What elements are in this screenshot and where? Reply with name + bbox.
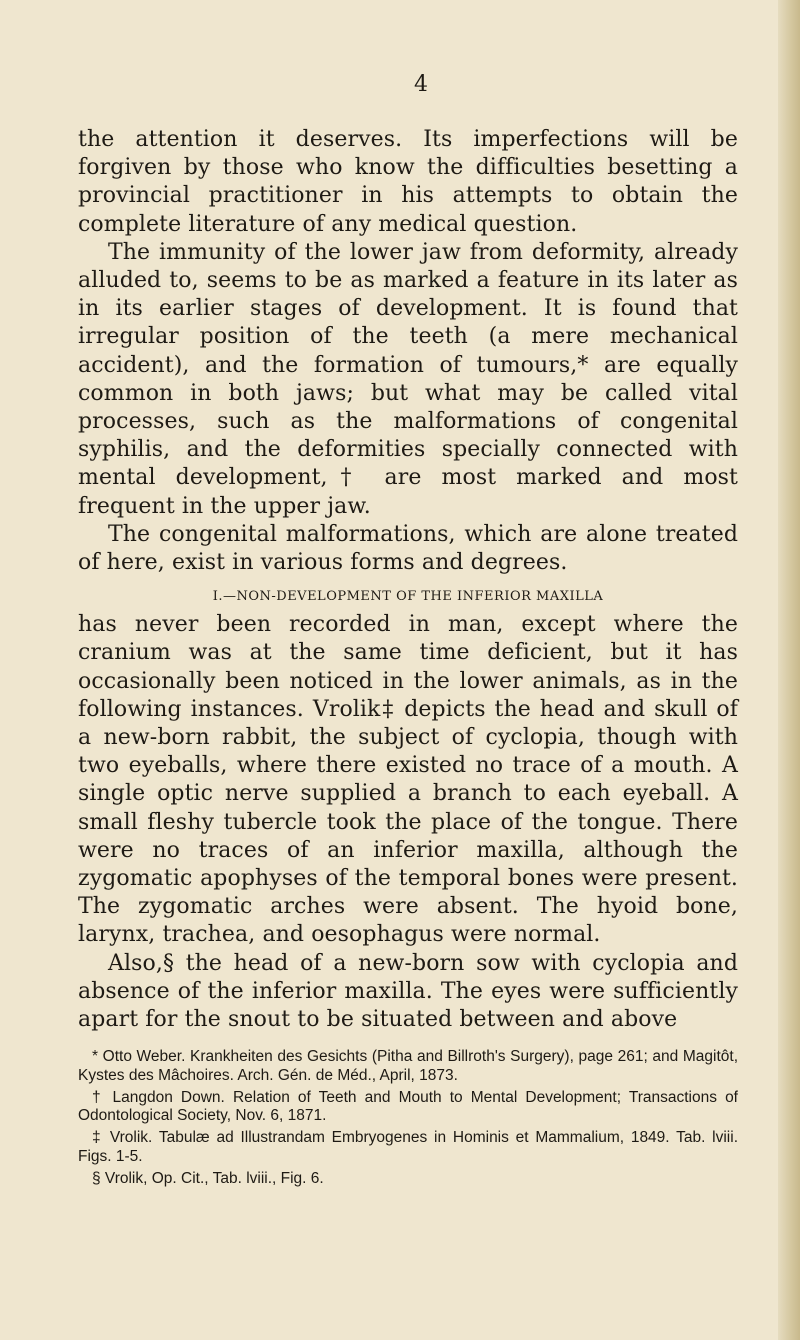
paragraph: the attention it deserves. Its imperfections will be forgiven by those who know the difficulties besetting a provincial practitioner in his attempts to obtain the complete literature of any medical question.: [78, 127, 738, 237]
paragraph: Also,§ the head of a new-born sow with cyclopia and absence of the inferior maxilla. The eyes were sufficiently apart for the snout to be situated between and above: [78, 950, 738, 1033]
paragraph: The congenital malformations, which are alone treated of here, exist in various forms and degrees.: [78, 521, 738, 576]
footnote: * Otto Weber. Krankheiten des Gesichts (Pitha and Billroth's Surgery), page 261; and Magitôt, Kystes des Mâchoires. Arch. Gén. de Méd., April, 1873.: [78, 1048, 738, 1084]
section-heading: I.—NON-DEVELOPMENT OF THE INFERIOR MAXILLA: [212, 589, 604, 605]
page-number: 4: [414, 72, 428, 97]
footnotes: [78, 1048, 738, 1192]
footnote: ‡ Vrolik. Tabulæ ad Illustrandam Embryogenes in Hominis et Mammalium, 1849. Tab. lviii. Figs. 1-5.: [78, 1129, 738, 1165]
paragraph: has never been recorded in man, except where the cranium was at the same time deficient, but it has occasionally been noticed in the lower animals, as in the following instances. Vrolik‡ depicts the head and skull of a new-born rabbit, the subject of cyclopia, though with two eyeballs, where there existed no trace of a mouth. A single optic nerve supplied a branch to each eyeball. A small fleshy tubercle took the place of the tongue. There were no traces of an inferior maxilla, although the zygomatic apophyses of the temporal bones were present. The zygomatic arches were absent. The hyoid bone, larynx, trachea, and oesophagus were normal.: [78, 612, 738, 948]
main-text: [78, 126, 738, 1034]
page-edge: [778, 0, 800, 1340]
paragraph: The immunity of the lower jaw from deformity, already alluded to, seems to be as marked a feature in its later as in its earlier stages of development. It is found that irregular position of the teeth (a mere mechanical accident), and the formation of tumours,* are equally common in both jaws; but what may be called vital processes, such as the malformations of congenital syphilis, and the deformities specially connected with mental development,† are most marked and most frequent in the upper jaw.: [78, 239, 738, 519]
footnote: § Vrolik, Op. Cit., Tab. lviii., Fig. 6.: [92, 1169, 324, 1187]
footnote: † Langdon Down. Relation of Teeth and Mouth to Mental Development; Transactions of Odontological Society, Nov. 6, 1871.: [78, 1088, 738, 1125]
